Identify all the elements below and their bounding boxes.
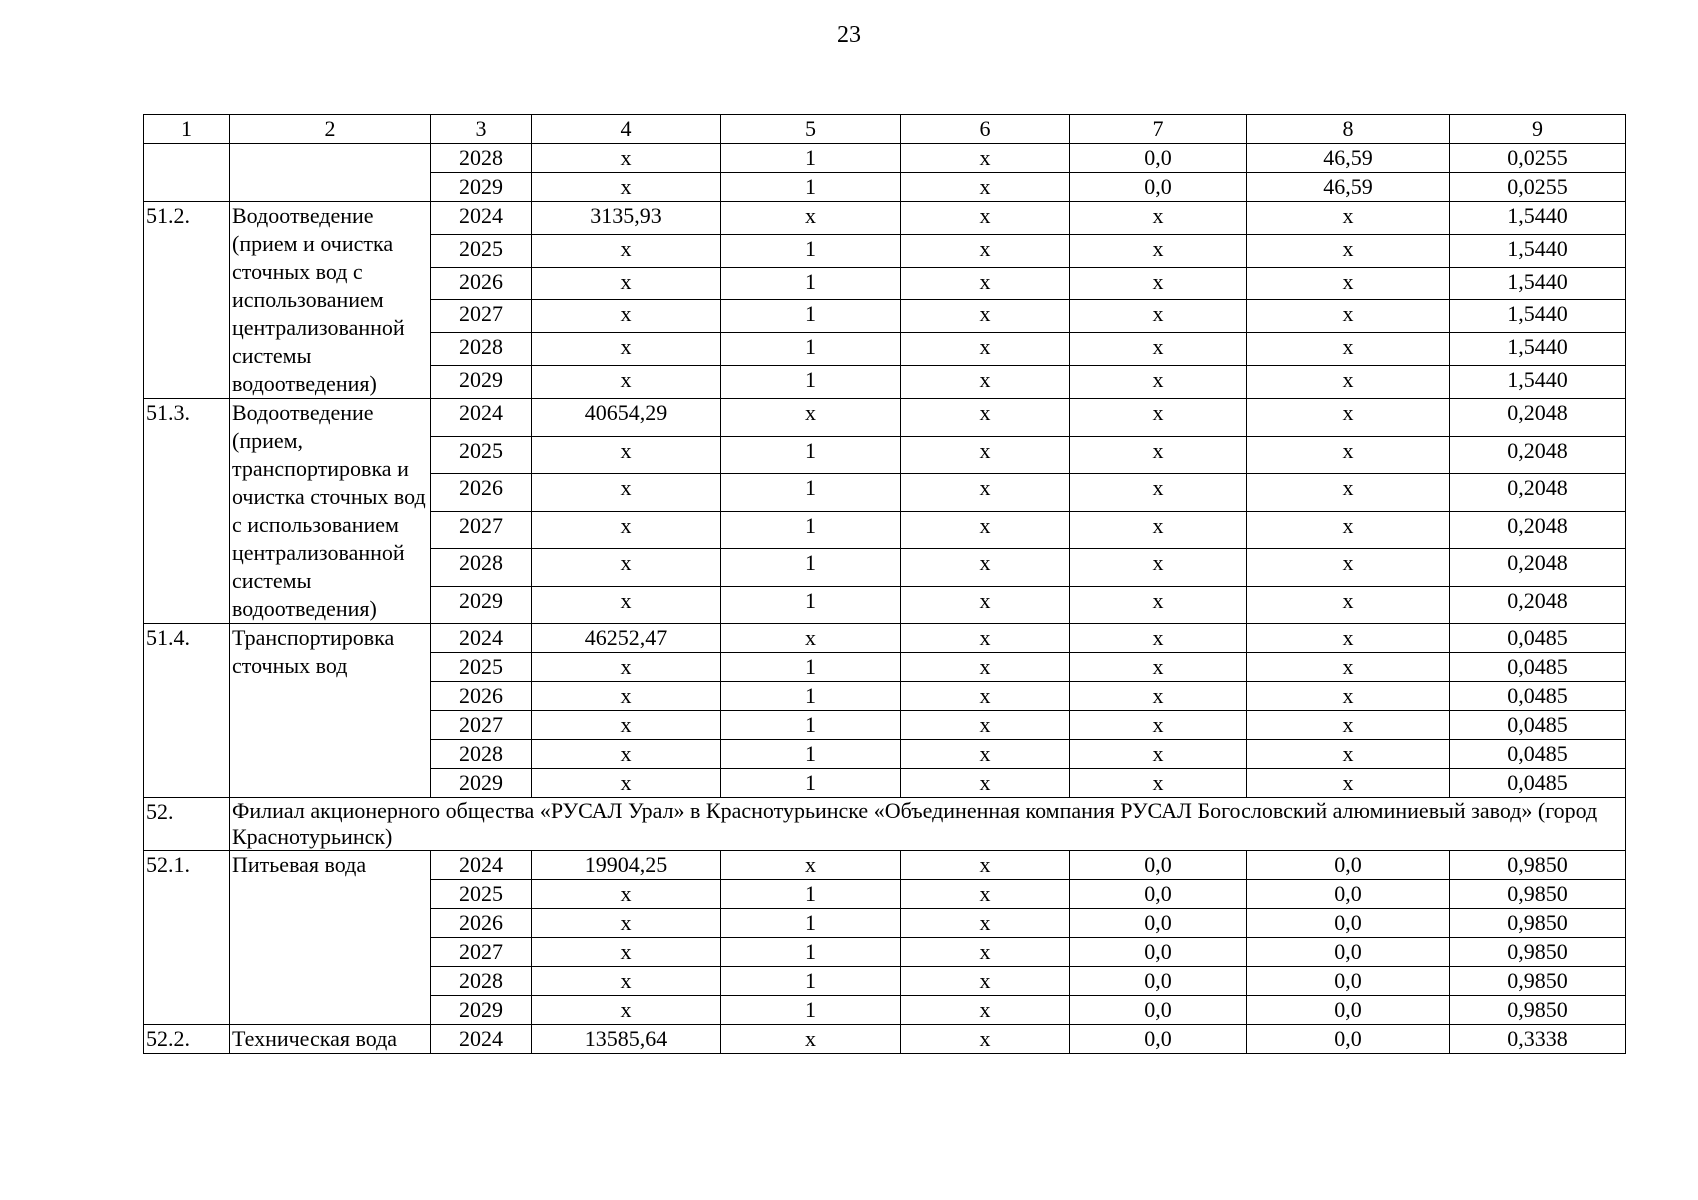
table-cell: 1,5440 (1450, 333, 1626, 366)
table-cell: 2027 (431, 938, 532, 967)
service-name (230, 144, 431, 202)
table-cell: х (1070, 366, 1247, 399)
table-cell: х (721, 399, 901, 437)
table-cell: 1 (721, 234, 901, 267)
table-cell: 1 (721, 511, 901, 549)
table-cell: 0,9850 (1450, 851, 1626, 880)
table-cell: х (901, 682, 1070, 711)
table-cell: х (901, 851, 1070, 880)
table-cell: х (721, 851, 901, 880)
row-number: 52.1. (144, 851, 230, 1025)
tariff-table (143, 114, 1626, 1054)
table-cell: х (532, 144, 721, 173)
table-cell: х (1070, 399, 1247, 437)
table-cell: х (1247, 300, 1450, 333)
row-number: 52.2. (144, 1025, 230, 1054)
row-number: 51.2. (144, 202, 230, 399)
table-cell: 3135,93 (532, 202, 721, 235)
table-cell: х (901, 624, 1070, 653)
table-cell: х (901, 653, 1070, 682)
column-header: 8 (1247, 115, 1450, 144)
table-cell: 0,0 (1247, 1025, 1450, 1054)
table-cell: 2027 (431, 300, 532, 333)
table-cell: х (1247, 624, 1450, 653)
table-cell: 0,0 (1070, 996, 1247, 1025)
table-cell: 2027 (431, 511, 532, 549)
row-number: 51.3. (144, 399, 230, 624)
table-cell: 0,2048 (1450, 549, 1626, 587)
table-cell: 0,2048 (1450, 474, 1626, 512)
column-header: 3 (431, 115, 532, 144)
table-cell: х (901, 333, 1070, 366)
table-cell: х (1070, 202, 1247, 235)
table-cell: х (721, 202, 901, 235)
table-cell: х (901, 267, 1070, 300)
table-cell: х (532, 880, 721, 909)
column-header: 7 (1070, 115, 1247, 144)
table-cell: х (1070, 653, 1247, 682)
table-cell: 1 (721, 436, 901, 474)
table-cell: 2029 (431, 173, 532, 202)
table-cell: х (532, 967, 721, 996)
table-cell: х (901, 144, 1070, 173)
table-cell: 2027 (431, 711, 532, 740)
table-cell: х (1070, 769, 1247, 798)
table-cell: х (532, 333, 721, 366)
table-cell: х (532, 711, 721, 740)
table-cell: 1,5440 (1450, 300, 1626, 333)
table-cell: х (532, 938, 721, 967)
table-cell: 0,0 (1070, 909, 1247, 938)
table-row (144, 202, 1626, 235)
table-cell: 0,0 (1247, 996, 1450, 1025)
table-cell: 0,2048 (1450, 511, 1626, 549)
table-cell: 1,5440 (1450, 234, 1626, 267)
table-cell: 2028 (431, 333, 532, 366)
table-cell: 46252,47 (532, 624, 721, 653)
table-cell: х (532, 366, 721, 399)
row-number: 52. (144, 798, 230, 851)
table-cell: х (1247, 740, 1450, 769)
organization-name: Филиал акционерного общества «РУСАЛ Урал» в Краснотурьинске «Объединенная компания РУСАЛ Богословский алюминиевый завод» (город Краснотурьинск) (230, 798, 1626, 851)
service-name: Водоотведение (прием и очистка сточных вод с использованием централизованной системы водоотведения) (230, 202, 431, 399)
table-cell: х (901, 1025, 1070, 1054)
table-cell: х (1247, 711, 1450, 740)
table-cell: х (532, 996, 721, 1025)
table-cell: 0,0 (1070, 938, 1247, 967)
service-name: Техническая вода (230, 1025, 431, 1054)
table-cell: 0,0 (1247, 880, 1450, 909)
table-cell: х (1247, 333, 1450, 366)
table-cell: х (1247, 769, 1450, 798)
table-row (144, 624, 1626, 653)
table-cell: х (1070, 624, 1247, 653)
table-cell: 0,9850 (1450, 996, 1626, 1025)
table-cell: 1 (721, 474, 901, 512)
table-cell: х (1070, 682, 1247, 711)
column-header: 2 (230, 115, 431, 144)
table-cell: х (901, 399, 1070, 437)
table-cell: х (1247, 234, 1450, 267)
table-cell: 0,9850 (1450, 938, 1626, 967)
table-cell: 2024 (431, 1025, 532, 1054)
table-cell: 1,5440 (1450, 366, 1626, 399)
table-cell: х (1070, 267, 1247, 300)
service-name: Питьевая вода (230, 851, 431, 1025)
table-cell: х (901, 909, 1070, 938)
table-cell: 1 (721, 909, 901, 938)
table-cell: х (1247, 511, 1450, 549)
table-cell: х (1070, 711, 1247, 740)
table-row (144, 399, 1626, 437)
table-cell: 0,0255 (1450, 173, 1626, 202)
table-row (144, 144, 1626, 173)
table-cell: 2028 (431, 144, 532, 173)
table-cell: 1 (721, 938, 901, 967)
table-cell: х (1247, 474, 1450, 512)
table-cell: х (1070, 333, 1247, 366)
table-cell: 1 (721, 366, 901, 399)
table-cell: 0,0255 (1450, 144, 1626, 173)
table-cell: х (532, 511, 721, 549)
table-cell: х (532, 653, 721, 682)
table-cell: х (901, 740, 1070, 769)
table-cell: х (901, 769, 1070, 798)
table-cell: 2026 (431, 267, 532, 300)
table-cell: 0,0485 (1450, 769, 1626, 798)
row-number (144, 144, 230, 202)
table-row (144, 1025, 1626, 1054)
table-cell: 0,9850 (1450, 967, 1626, 996)
table-cell: 2029 (431, 769, 532, 798)
table-cell: 2026 (431, 474, 532, 512)
service-name: Транспортировка сточных вод (230, 624, 431, 798)
table-cell: х (532, 474, 721, 512)
table-cell: х (721, 624, 901, 653)
table-cell: х (532, 267, 721, 300)
table-cell: х (1247, 549, 1450, 587)
table-cell: 1 (721, 173, 901, 202)
table-cell: х (532, 682, 721, 711)
table-cell: х (1070, 586, 1247, 624)
table-cell: 0,3338 (1450, 1025, 1626, 1054)
table-cell: х (901, 711, 1070, 740)
table-cell: х (1070, 740, 1247, 769)
table-cell: 40654,29 (532, 399, 721, 437)
table-cell: х (1070, 549, 1247, 587)
table-cell: х (1247, 399, 1450, 437)
table-cell: х (901, 549, 1070, 587)
column-header: 1 (144, 115, 230, 144)
table-cell: 1 (721, 967, 901, 996)
table-cell: 0,2048 (1450, 586, 1626, 624)
table-cell: 2025 (431, 234, 532, 267)
table-cell: 2028 (431, 549, 532, 587)
table-cell: 13585,64 (532, 1025, 721, 1054)
table-cell: 1 (721, 740, 901, 769)
table-cell: 2024 (431, 202, 532, 235)
table-cell: х (901, 938, 1070, 967)
table-cell: х (1247, 586, 1450, 624)
table-cell: х (532, 549, 721, 587)
table-cell: 1 (721, 333, 901, 366)
table-cell: 0,9850 (1450, 909, 1626, 938)
table-cell: 2025 (431, 653, 532, 682)
table-cell: 1,5440 (1450, 267, 1626, 300)
table-cell: 0,0 (1247, 967, 1450, 996)
table-cell: 2029 (431, 996, 532, 1025)
table-cell: х (532, 173, 721, 202)
column-header: 4 (532, 115, 721, 144)
table-cell: 46,59 (1247, 144, 1450, 173)
table-cell: х (1247, 682, 1450, 711)
header-row (144, 115, 1626, 144)
table-cell: 0,0 (1247, 851, 1450, 880)
table-cell: 2028 (431, 740, 532, 769)
table-cell: 1 (721, 300, 901, 333)
table-cell: 1 (721, 996, 901, 1025)
table-cell: 2024 (431, 399, 532, 437)
table-cell: х (1247, 202, 1450, 235)
table-cell: х (901, 436, 1070, 474)
table-cell: 0,0 (1070, 173, 1247, 202)
service-name: Водоотведение (прием, транспортировка и очистка сточных вод с использованием централизованной системы водоотведения) (230, 399, 431, 624)
table-cell: х (901, 880, 1070, 909)
table-cell: х (901, 967, 1070, 996)
page-number: 23 (837, 22, 861, 48)
table-cell: 2024 (431, 851, 532, 880)
table-cell: 19904,25 (532, 851, 721, 880)
row-number: 51.4. (144, 624, 230, 798)
table-cell: х (901, 366, 1070, 399)
table-cell: 0,0485 (1450, 711, 1626, 740)
table-cell: 1 (721, 653, 901, 682)
table-cell: х (901, 173, 1070, 202)
table-cell: 2029 (431, 366, 532, 399)
table-cell: 2025 (431, 436, 532, 474)
table-cell: 2024 (431, 624, 532, 653)
table-cell: х (532, 769, 721, 798)
table-cell: 0,0485 (1450, 740, 1626, 769)
table-cell: х (532, 436, 721, 474)
table-cell: х (1247, 436, 1450, 474)
column-header: 9 (1450, 115, 1626, 144)
table-cell: х (1070, 234, 1247, 267)
table-row (144, 851, 1626, 880)
table-cell: х (1247, 267, 1450, 300)
table-cell: 1 (721, 267, 901, 300)
table-cell: 1 (721, 144, 901, 173)
table-cell: 2028 (431, 967, 532, 996)
table-cell: 1 (721, 682, 901, 711)
table-cell: 1 (721, 711, 901, 740)
table-cell: 2026 (431, 682, 532, 711)
table-cell: 1,5440 (1450, 202, 1626, 235)
table-cell: 46,59 (1247, 173, 1450, 202)
table-cell: 0,0 (1070, 851, 1247, 880)
table-cell: х (901, 202, 1070, 235)
table-cell: х (901, 586, 1070, 624)
table-cell: 1 (721, 586, 901, 624)
table-cell: х (901, 300, 1070, 333)
organization-row (144, 798, 1626, 851)
table-cell: х (1070, 511, 1247, 549)
table-cell: х (532, 909, 721, 938)
column-header: 6 (901, 115, 1070, 144)
table-cell: х (1070, 474, 1247, 512)
table-cell: 0,0 (1070, 144, 1247, 173)
table-cell: 0,0 (1070, 1025, 1247, 1054)
table-cell: 2029 (431, 586, 532, 624)
table-cell: 0,0485 (1450, 624, 1626, 653)
table-cell: х (1247, 653, 1450, 682)
table-cell: 0,9850 (1450, 880, 1626, 909)
table-cell: 1 (721, 769, 901, 798)
table-cell: 0,2048 (1450, 399, 1626, 437)
table-cell: х (532, 740, 721, 769)
table-cell: х (1070, 436, 1247, 474)
table-cell: 0,0485 (1450, 653, 1626, 682)
table-cell: х (1070, 300, 1247, 333)
table-cell: х (901, 511, 1070, 549)
table-cell: х (901, 234, 1070, 267)
table-cell: 0,0485 (1450, 682, 1626, 711)
table-cell: х (1247, 366, 1450, 399)
table-body (144, 115, 1626, 1054)
table-cell: 0,2048 (1450, 436, 1626, 474)
table-cell: х (532, 234, 721, 267)
table-cell: х (532, 586, 721, 624)
table-cell: х (721, 1025, 901, 1054)
table-cell: х (901, 474, 1070, 512)
table-cell: 0,0 (1247, 909, 1450, 938)
column-header: 5 (721, 115, 901, 144)
table-cell: 1 (721, 549, 901, 587)
table-cell: 2025 (431, 880, 532, 909)
table-cell: 1 (721, 880, 901, 909)
table-cell: х (532, 300, 721, 333)
table-cell: 0,0 (1070, 967, 1247, 996)
table-cell: 2026 (431, 909, 532, 938)
table-cell: х (901, 996, 1070, 1025)
table-cell: 0,0 (1247, 938, 1450, 967)
table-cell: 0,0 (1070, 880, 1247, 909)
